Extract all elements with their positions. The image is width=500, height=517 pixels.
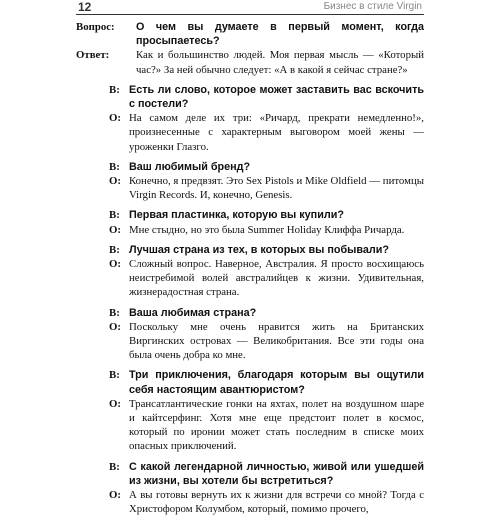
question bbox=[109, 368, 424, 396]
answer-text: Конечно, я предвзят. Это Sex Pistols и Mike Oldfield — питомцы Virgin Records. И, конечно, Genesis. bbox=[129, 175, 424, 202]
answer-label: О: bbox=[109, 320, 121, 333]
page-number: 12 bbox=[78, 0, 92, 14]
question-label: В: bbox=[109, 306, 120, 319]
question-label: В: bbox=[109, 243, 120, 256]
question-text: Три приключения, благодаря которым вы ощутили себя настоящим авантюристом? bbox=[129, 369, 424, 396]
answer-text: Мне стыдно, но это была Summer Holiday Клиффа Ричарда. bbox=[129, 223, 405, 236]
question-label: Вопрос: bbox=[76, 21, 115, 33]
question-text: Ваша любимая страна? bbox=[129, 306, 257, 319]
header-rule bbox=[76, 14, 424, 15]
qa-block bbox=[109, 306, 424, 363]
answer-label: О: bbox=[109, 223, 121, 236]
running-head: Бизнес в стиле Virgin bbox=[323, 1, 422, 12]
answer-label: О: bbox=[109, 112, 121, 125]
answer-label: О: bbox=[109, 489, 121, 502]
question bbox=[109, 306, 424, 320]
answer-label: О: bbox=[109, 397, 121, 410]
question-label: В: bbox=[109, 83, 120, 96]
question bbox=[109, 160, 424, 174]
question-text: Лучшая страна из тех, в которых вы побывали? bbox=[129, 243, 389, 256]
answer bbox=[109, 320, 424, 363]
answer-text: А вы готовы вернуть их к жизни для встречи со мной? Тогда с Христофором Колумбом, который, помимо прочего, bbox=[129, 489, 424, 516]
answer-text: Сложный вопрос. Наверное, Австралия. Я просто восхищаюсь неистребимой волей австралийцев к жизни. Удивительная, жизнерадостная страна. bbox=[129, 258, 424, 299]
answer bbox=[76, 48, 424, 76]
qa-block bbox=[76, 20, 424, 77]
question bbox=[109, 208, 424, 222]
qa-block bbox=[109, 208, 424, 236]
question bbox=[109, 243, 424, 257]
question-label: В: bbox=[109, 369, 120, 382]
question-label: В: bbox=[109, 160, 120, 173]
question-text: О чем вы думаете в первый момент, когда просыпаетесь? bbox=[136, 21, 424, 48]
qa-block bbox=[109, 243, 424, 300]
answer-text: На самом деле их три: «Ричард, прекрати немедленно!», произнесенные с характерным выговором моей жены — уроженки Глазго. bbox=[129, 112, 424, 153]
question bbox=[76, 20, 424, 48]
answer-label: Ответ: bbox=[76, 49, 110, 62]
question-text: С какой легендарной личностью, живой или ушедшей из жизни, вы хотели бы встретиться? bbox=[129, 460, 424, 487]
interview-text bbox=[76, 20, 424, 517]
question-text: Есть ли слово, которое может заставить вас вскочить с постели? bbox=[129, 83, 424, 111]
qa-block bbox=[109, 83, 424, 154]
question-label: В: bbox=[109, 460, 120, 473]
question-label: В: bbox=[109, 209, 120, 222]
answer bbox=[109, 397, 424, 454]
qa-block bbox=[109, 160, 424, 203]
answer-text: Трансатлантические гонки на яхтах, полет на воздушном шаре и кайтсерфинг. Хотя мне еще предстоит полет в космос, который по иронии может стать последним в списке моих опасных приключений. bbox=[129, 397, 424, 453]
question-text: Ваш любимый бренд? bbox=[129, 160, 251, 173]
page-header bbox=[76, 0, 424, 14]
answer bbox=[109, 174, 424, 202]
answer bbox=[109, 257, 424, 300]
answer-label: О: bbox=[109, 258, 121, 271]
answer-text: Поскольку мне очень нравится жить на Британских Виргинских островах — Великобритания. Все эти годы она была очень добра ко мне. bbox=[129, 320, 424, 362]
qa-block bbox=[109, 368, 424, 453]
qa-block bbox=[109, 460, 424, 517]
answer bbox=[109, 488, 424, 516]
answer-text: Как и большинство людей. Моя первая мысль — «Который час?» За ней обычно следует: «А в какой я сейчас стране?» bbox=[136, 49, 424, 76]
question bbox=[109, 460, 424, 488]
answer-label: О: bbox=[109, 175, 121, 188]
question bbox=[109, 83, 424, 111]
answer bbox=[109, 223, 424, 237]
question-text: Первая пластинка, которую вы купили? bbox=[129, 209, 344, 222]
answer bbox=[109, 111, 424, 154]
